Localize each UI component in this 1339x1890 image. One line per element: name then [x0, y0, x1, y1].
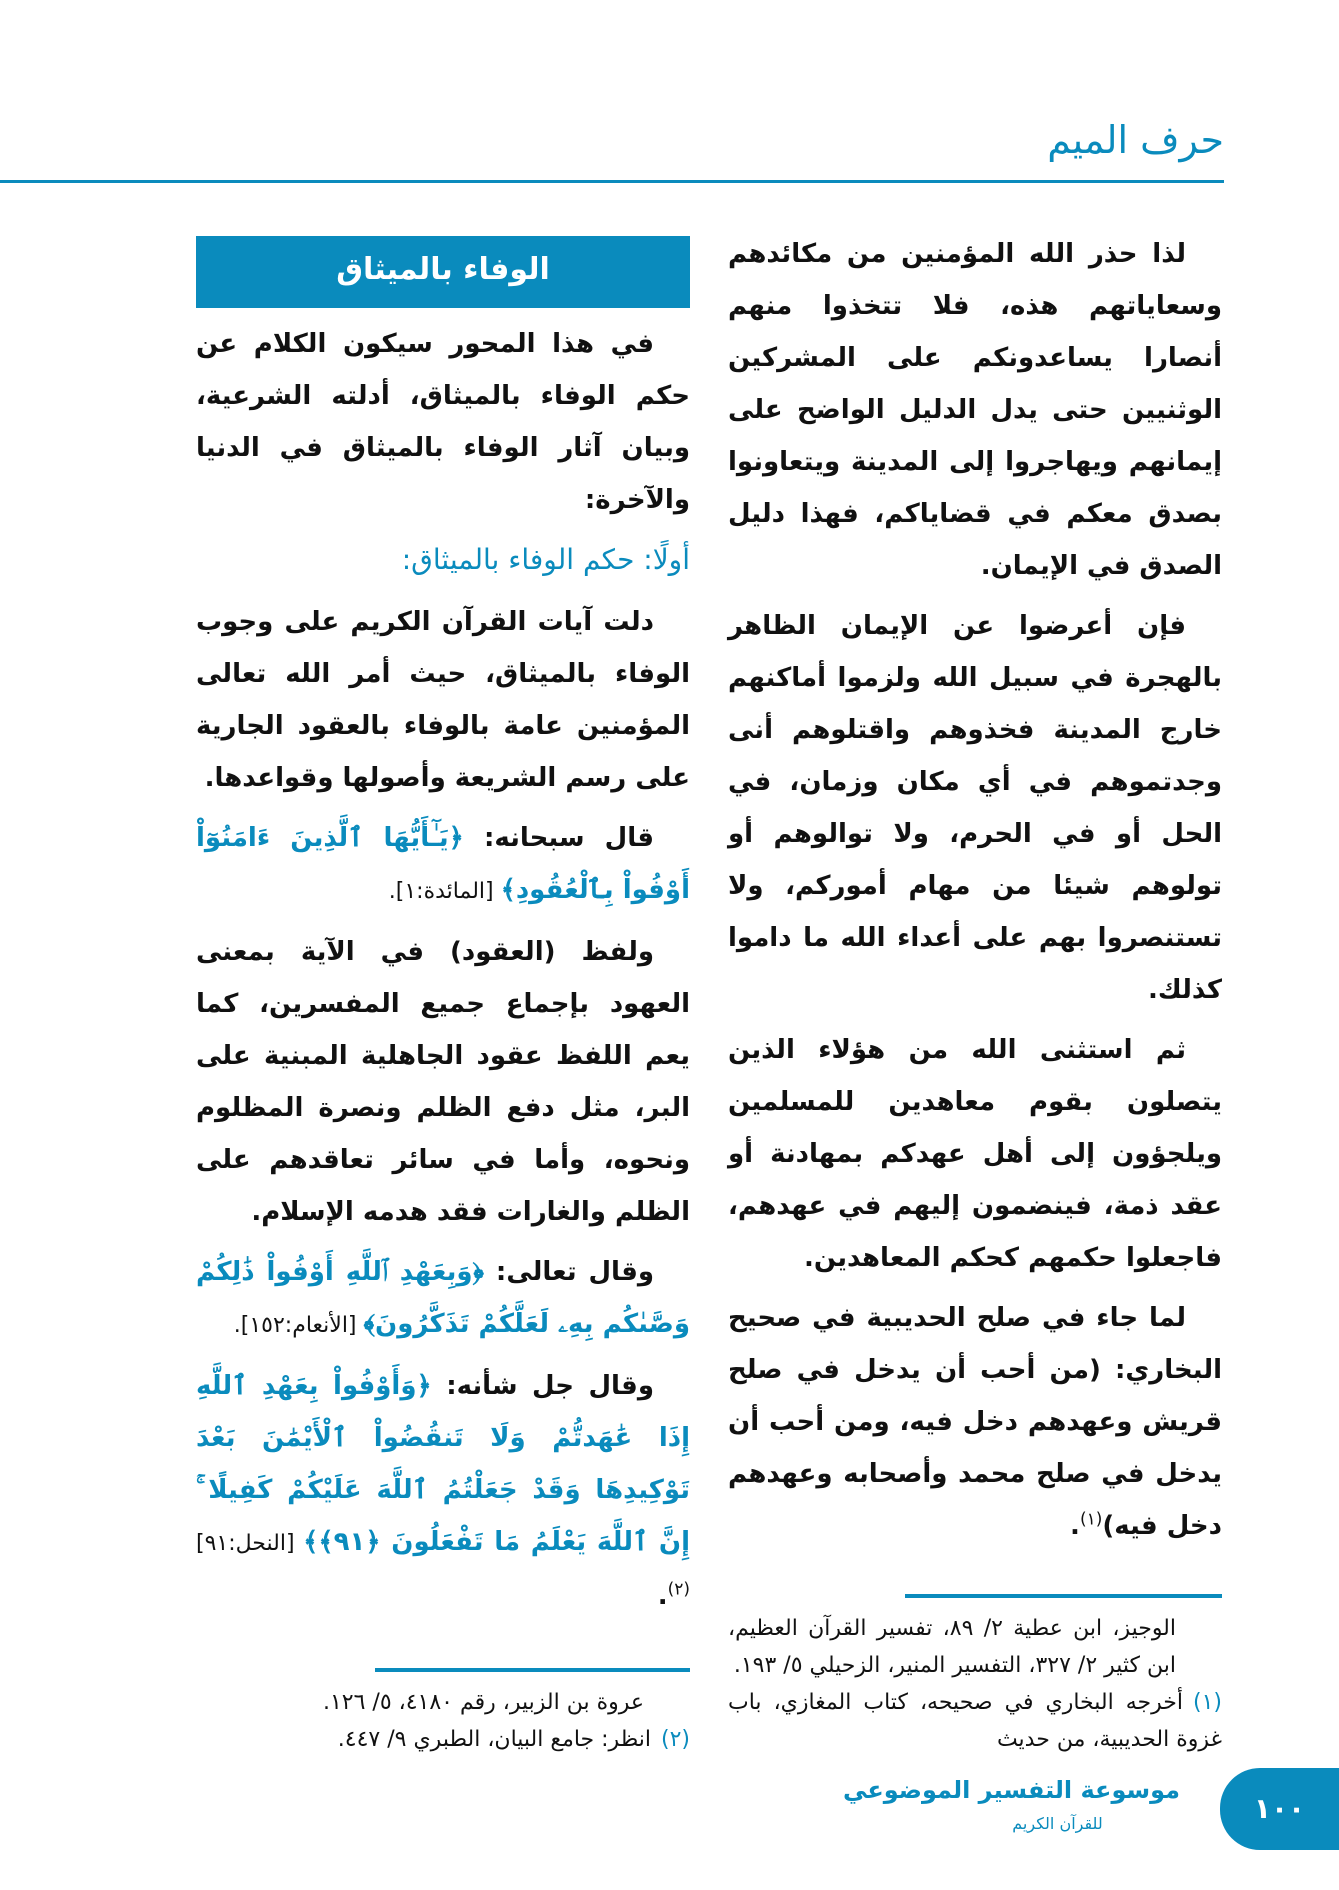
verse-lead: قال سبحانه: — [463, 823, 654, 853]
verse-paragraph — [196, 1246, 690, 1352]
paragraph: فإن أعرضوا عن الإيمان الظاهر بالهجرة في سبيل الله ولزموا أماكنهم خارج المدينة فخذوهم واقتلوهم أنى وجدتموهم في أي مكان وزمان، في الحل أو في الحرم، ولا توالوهم أو تولوهم شيئا من مهام أموركم، ولا تستنصروا بهم على أعداء الله ما داموا كذلك. — [728, 611, 1222, 1005]
paragraph: لذا حذر الله المؤمنين من مكائدهم وسعاياتهم هذه، فلا تتخذوا منهم أنصارا يساعدونكم على المشركين الوثنيين حتى يدل الدليل الواضح على إيمانهم ويهاجروا إلى المدينة ويتعاونوا بصدق معكم في قضاياكم، فهذا دليل الصدق في الإيمان. — [728, 239, 1222, 581]
verse-lead: وقال جل شأنه: — [431, 1371, 654, 1401]
logo-title: موسوعة التفسير الموضوعي — [843, 1776, 1180, 1804]
right-column-body — [728, 228, 1222, 1560]
right-column — [728, 228, 1222, 1758]
verse-paragraph — [196, 1360, 690, 1622]
footnote-marker[interactable]: (٢) — [667, 1579, 690, 1600]
logo-subtitle: للقرآن الكريم — [1012, 1814, 1103, 1833]
page-number: ١٠٠ — [1220, 1768, 1339, 1850]
page-footer — [0, 1768, 1339, 1890]
paragraph: ولفظ (العقود) في الآية بمعنى العهود بإجماع جميع المفسرين، كما يعم اللفظ عقود الجاهلية المبنية على البر، مثل دفع الظلم ونصرة المظلوم ونحوه، وأما في سائر تعاقدهم على الظلم والغارات فقد هدمه الإسلام. — [196, 937, 690, 1227]
header-divider — [0, 180, 1224, 183]
footnote-number: (٢) — [660, 1727, 690, 1752]
footnote-text: انظر: جامع البيان، الطبري ٩/ ٤٤٧. — [337, 1727, 651, 1752]
quran-verse: ﴿وَبِعَهْدِ ٱللَّهِ أَوْفُواْ ذَٰلِكُمْ وَصَّىٰكُم بِهِۦ لَعَلَّكُمْ تَذَكَّرُونَ﴾ — [196, 1257, 690, 1339]
footnote-text: أخرجه البخاري في صحيحه، كتاب المغازي، باب غزوة الحديبية، من حديث — [728, 1690, 1222, 1752]
columns — [196, 228, 1222, 1758]
verse-paragraph — [196, 812, 690, 918]
footnote — [728, 1684, 1222, 1758]
left-column — [196, 228, 690, 1758]
footnote-divider — [375, 1668, 690, 1672]
paragraph: دلت آيات القرآن الكريم على وجوب الوفاء بالميثاق، حيث أمر الله تعالى المؤمنين عامة بالوفاء بالعقود الجارية على رسم الشريعة وأصولها وقواعدها. — [196, 607, 690, 793]
verse-lead: وقال تعالى: — [484, 1257, 655, 1287]
paragraph — [728, 1292, 1222, 1552]
left-column-body — [196, 228, 690, 1630]
quran-verse: ﴿وَأَوْفُواْ بِعَهْدِ ٱللَّهِ إِذَا عَٰهَدتُّمْ وَلَا تَنقُضُواْ ٱلْأَيْمَٰنَ بَعْدَ تَوْكِيدِهَا وَقَدْ جَعَلْتُمُ ٱللَّهَ عَلَيْكُمْ كَفِيلًا ۚ إِنَّ ٱللَّهَ يَعْلَمُ مَا تَفْعَلُونَ ﴿٩١﴾﴾ — [196, 1371, 690, 1557]
subheading: أولًا: حكم الوفاء بالميثاق: — [401, 543, 690, 576]
footnote-marker[interactable]: (١) — [1079, 1509, 1103, 1530]
period: . — [1070, 1511, 1080, 1541]
left-footnotes — [196, 1652, 690, 1758]
page-header — [0, 0, 1339, 228]
encyclopedia-logo — [843, 1768, 1180, 1836]
quran-verse: ﴿يَـٰٓأَيُّهَا ٱلَّذِينَ ءَامَنُوٓاْ أَوْفُواْ بِٱلْعُقُودِ﴾ — [196, 823, 690, 905]
footnote-continuation: الوجيز، ابن عطية ٢/ ٨٩، تفسير القرآن العظيم، ابن كثير ٢/ ٣٢٧، التفسير المنير، الزحيلي ٥/ ١٩٣. — [728, 1616, 1176, 1678]
right-footnote-list — [728, 1610, 1222, 1758]
paragraph: ثم استثنى الله من هؤلاء الذين يتصلون بقوم معاهدين للمسلمين ويلجؤون إلى أهل عهدكم بمهادنة أو عقد ذمة، فينضمون إليهم في عهدهم، فاجعلوا حكمهم كحكم المعاهدين. — [728, 1035, 1222, 1273]
section-header-title: حرف الميم — [1047, 118, 1224, 162]
intro-paragraph: في هذا المحور سيكون الكلام عن حكم الوفاء بالميثاق، أدلته الشرعية، وبيان آثار الوفاء بالميثاق في الدنيا والآخرة: — [196, 329, 690, 515]
paragraph-text: لما جاء في صلح الحديبية في صحيح البخاري: (من أحب أن يدخل في صلح قريش وعهدهم دخل فيه، ومن أحب أن يدخل في صلح محمد وأصحابه وعهدهم دخل فيه) — [728, 1303, 1222, 1541]
footnote-divider — [905, 1594, 1222, 1598]
footnote-number: (١) — [1192, 1690, 1222, 1715]
footnote-continuation: عروة بن الزبير، رقم ٤١٨٠، ٥/ ١٢٦. — [322, 1690, 644, 1715]
verse-reference: [المائدة:١]. — [388, 879, 501, 904]
verse-reference: [النحل:٩١] — [196, 1531, 304, 1556]
right-footnotes — [728, 1578, 1222, 1758]
period: . — [657, 1581, 668, 1611]
left-footnote-list — [196, 1684, 690, 1758]
section-heading: الوفاء بالميثاق — [196, 236, 690, 308]
footnote — [196, 1721, 690, 1758]
verse-reference: [الأنعام:١٥٢]. — [233, 1313, 364, 1338]
